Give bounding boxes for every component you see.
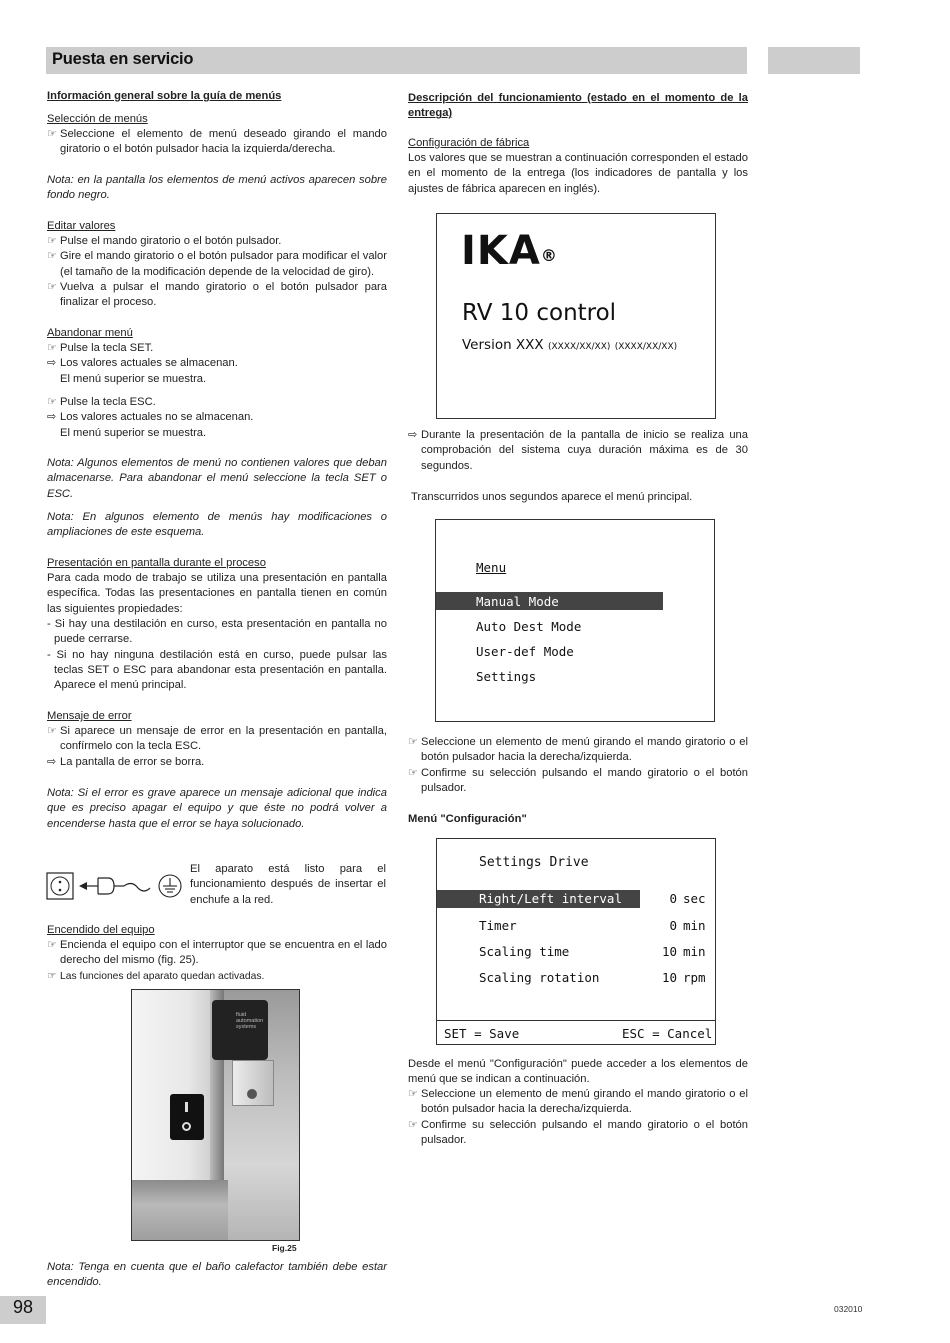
settings-row-value: 0 xyxy=(669,891,677,906)
menu-item-manual-mode: Manual Mode xyxy=(476,594,559,609)
config-instr-1: ☞ Seleccione un elemento de menú girando el mando giratorio o el botón pulsador hacia la derecha/izquierda. xyxy=(408,1088,748,1116)
splash-version: Version XXX (XXXX/XX/XX) (XXXX/XX/XX) xyxy=(462,337,678,353)
factory-heading: Configuración de fábrica xyxy=(408,137,530,149)
hand-icon: ☞ xyxy=(47,970,57,982)
arrow-right-icon: ⇨ xyxy=(47,411,57,424)
display-item-2: - Si no hay ninguna destilación está en curso, puede pulsar las teclas SET o ESC para abandonar esta presentación en pantalla. Aparece el menú principal. xyxy=(47,648,387,692)
menu-item-settings: Settings xyxy=(476,669,537,684)
hand-icon: ☞ xyxy=(408,736,419,748)
power-item: ☞ Encienda el equipo con el interruptor que se encuentra en el lado derecho del mismo (fig. 25). xyxy=(47,939,387,967)
note-bath: Nota: Tenga en cuenta que el baño calefactor también debe estar encendido. xyxy=(47,1261,387,1289)
selection-item: ☞ Seleccione el elemento de menú deseado girando el mando giratorio o el botón pulsador hacia la izquierda/derecha. xyxy=(47,128,387,156)
set-result: ⇨ Los valores actuales se almacenan. xyxy=(47,356,387,371)
valve-block xyxy=(232,1060,274,1106)
factory-text: Los valores que se muestran a continuación corresponden el estado en el momento de la entrega (los indicadores de pantalla y los ajustes de fábrica aparecen en inglés). xyxy=(408,152,748,195)
display-text: Para cada modo de trabajo se utiliza una presentación en pantalla específica. Todas las presentaciones en pantalla tienen en común las siguientes propiedades: xyxy=(47,572,387,615)
selection-heading: Selección de menús xyxy=(47,113,148,125)
menu-item-user-def: User-def Mode xyxy=(476,644,574,659)
settings-row-value: 10 xyxy=(661,944,677,959)
settings-row-label: Timer xyxy=(479,918,517,933)
document-code: 032010 xyxy=(834,1304,863,1314)
menu-item-auto-dest: Auto Dest Mode xyxy=(476,619,582,634)
settings-footer-divider xyxy=(437,1020,715,1021)
note-mods: Nota: En algunos elemento de menús hay modificaciones o ampliaciones de este esquema. xyxy=(47,511,387,539)
splash-model: RV 10 control xyxy=(462,300,617,326)
arrow-right-icon: ⇨ xyxy=(47,357,57,370)
switch-on-mark xyxy=(185,1102,188,1112)
esc-result-2: El menú superior se muestra. xyxy=(60,426,207,439)
config-heading: Menú "Configuración" xyxy=(408,813,527,825)
display-heading: Presentación en pantalla durante el proceso xyxy=(47,557,266,569)
error-list xyxy=(47,724,387,770)
plug-icon xyxy=(98,878,114,894)
set-result-2: El menú superior se muestra. xyxy=(60,372,207,385)
plug-text: El aparato está listo para el funcionamiento después de insertar el enchufe a la red. xyxy=(190,863,386,906)
after-text: Transcurridos unos segundos aparece el menú principal. xyxy=(411,491,693,503)
abandon-esc xyxy=(47,395,387,441)
edit-item-1: ☞ Pulse el mando giratorio o el botón pulsador. xyxy=(47,234,387,249)
hand-icon: ☞ xyxy=(47,128,58,140)
arrow-left-icon xyxy=(79,882,87,890)
hand-icon: ☞ xyxy=(47,280,58,293)
settings-footer-cancel: ESC = Cancel xyxy=(622,1026,713,1041)
settings-row-label: Scaling time xyxy=(479,944,570,959)
note-error: Nota: Si el error es grave aparece un mensaje adicional que indica que es preciso apagar el equipo y que éste no podrá volver a encenderse hasta que el error se haya solucionado. xyxy=(47,787,387,830)
power-switch xyxy=(170,1094,204,1140)
abandon-set xyxy=(47,341,387,387)
hand-icon: ☞ xyxy=(47,396,58,408)
display-list xyxy=(47,617,387,693)
settings-row-value: 0 xyxy=(669,918,677,933)
settings-row-value: 10 xyxy=(661,970,677,985)
edit-item-2: ☞ Gire el mando giratorio o el botón pulsador para modificar el valor (el tamaño de la modificación depende de la velocidad de giro). xyxy=(47,250,387,278)
error-heading: Mensaje de error xyxy=(47,710,132,722)
error-result: ⇨ La pantalla de error se borra. xyxy=(47,755,387,770)
error-item: ☞ Si aparece un mensaje de error en la presentación en pantalla, confírmelo con la tecla ESC. xyxy=(47,725,387,753)
note-active: Nota: en la pantalla los elementos de menú activos aparecen sobre fondo negro. xyxy=(47,174,387,202)
settings-screen xyxy=(436,838,716,1045)
title-side-tab xyxy=(768,47,860,74)
set-press: ☞ Pulse la tecla SET. xyxy=(47,341,387,356)
display-item-1: - Si hay una destilación en curso, esta presentación en pantalla no puede cerrarse. xyxy=(47,618,388,646)
device-photo xyxy=(131,989,300,1241)
startup-result: ⇨ Durante la presentación de la pantalla de inicio se realiza una comprobación del sistema cuya duración máxima es de 30 segundos. xyxy=(408,429,748,472)
edit-item-3: ☞ Vuelva a pulsar el mando giratorio o el botón pulsador para finalizar el proceso. xyxy=(47,280,387,309)
hand-icon: ☞ xyxy=(408,1088,419,1100)
settings-row-unit: min xyxy=(683,918,706,933)
settings-row-label: Scaling rotation xyxy=(479,970,600,985)
config-instructions xyxy=(408,1087,748,1148)
edit-list xyxy=(47,234,387,310)
arrow-right-icon: ⇨ xyxy=(47,755,57,768)
settings-footer-save: SET = Save xyxy=(444,1026,520,1041)
section-title: Puesta en servicio xyxy=(52,50,194,68)
settings-row-unit: min xyxy=(683,944,706,959)
device-base xyxy=(132,1180,228,1241)
hand-icon: ☞ xyxy=(408,1118,419,1131)
switch-off-mark xyxy=(182,1122,191,1131)
arrow-right-icon: ⇨ xyxy=(408,429,418,441)
abandon-heading: Abandonar menú xyxy=(47,327,133,339)
menu-instructions xyxy=(408,735,748,796)
edit-heading: Editar valores xyxy=(47,220,116,232)
hand-icon: ☞ xyxy=(47,939,58,951)
splash-screen xyxy=(436,213,716,419)
settings-row-label: Right/Left interval xyxy=(479,891,622,906)
hand-icon: ☞ xyxy=(47,725,58,737)
esc-press: ☞ Pulse la tecla ESC. xyxy=(47,395,387,410)
config-text: Desde el menú "Configuración" puede acceder a los elementos de menú que se indican a continuación. xyxy=(408,1058,748,1086)
hand-icon: ☞ xyxy=(47,250,58,263)
general-heading: Información general sobre la guía de menús xyxy=(47,90,282,102)
settings-row-unit: sec xyxy=(683,891,706,906)
power-item-2: ☞ Las funciones del aparato quedan activadas. xyxy=(47,969,387,984)
fig-label: Fig.25 xyxy=(272,1243,297,1253)
settings-row-unit: rpm xyxy=(683,970,706,985)
main-menu-screen xyxy=(435,519,715,722)
config-instr-2: ☞ Confirme su selección pulsando el mando giratorio o el botón pulsador. xyxy=(408,1118,748,1146)
note-values: Nota: Algunos elementos de menú no contienen valores que deban almacenarse. Para abandonar el menú seleccione la tecla SET o ESC. xyxy=(47,457,387,500)
power-heading: Encendido del equipo xyxy=(47,924,155,936)
page-number: 98 xyxy=(0,1296,46,1324)
settings-title: Settings Drive xyxy=(479,855,589,870)
plug-illustration xyxy=(46,870,186,902)
main-menu-title: Menu xyxy=(476,560,507,575)
solenoid-valve: fluid automation systems xyxy=(212,1000,268,1060)
power-list xyxy=(47,938,387,984)
ika-logo: IKA® xyxy=(461,228,558,274)
hand-icon: ☞ xyxy=(47,235,58,247)
section-title-bar xyxy=(46,47,747,74)
esc-result: ⇨ Los valores actuales no se almacenan. xyxy=(47,410,387,425)
menu-instr-2: ☞ Confirme su selección pulsando el mando giratorio o el botón pulsador. xyxy=(408,766,748,794)
func-heading: Descripción del funcionamiento (estado en el momento de la entrega) xyxy=(408,92,748,120)
hand-icon: ☞ xyxy=(47,342,58,354)
menu-instr-1: ☞ Seleccione un elemento de menú girando el mando giratorio o el botón pulsador hacia la derecha/izquierda. xyxy=(408,736,748,764)
hand-icon: ☞ xyxy=(408,766,419,779)
